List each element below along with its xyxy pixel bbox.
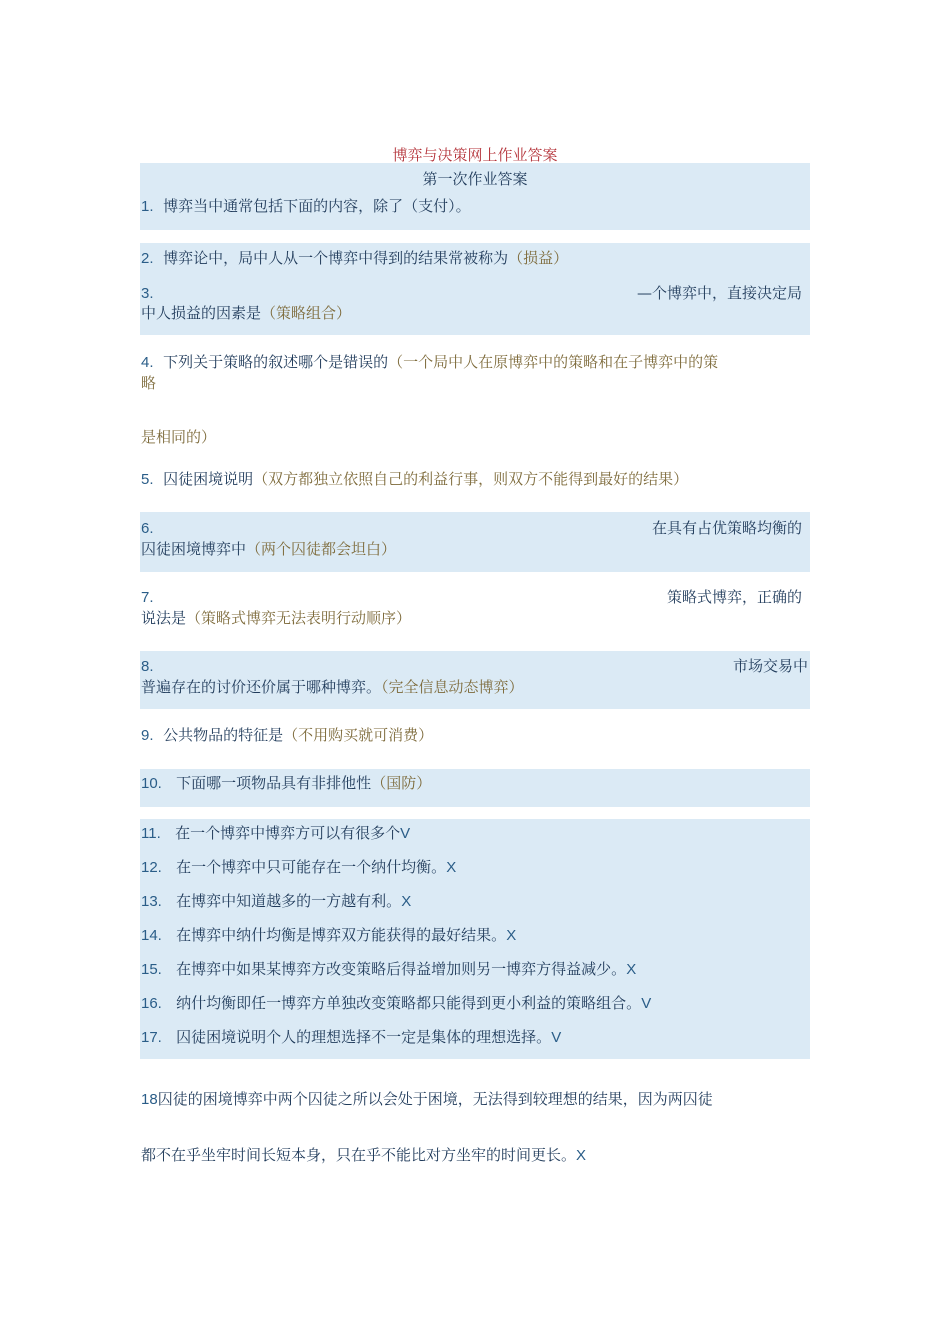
item-number: 10. bbox=[141, 775, 162, 792]
list-item-15 bbox=[141, 959, 636, 980]
list-item-7-question-right: 策略式博弈，正确的 bbox=[666, 588, 802, 606]
item-mark: V bbox=[641, 995, 652, 1012]
item-question: 说法是 bbox=[141, 609, 187, 627]
item-number: 16. bbox=[141, 995, 162, 1012]
item-answer: （策略组合） bbox=[261, 304, 352, 322]
item-question: 普遍存在的讨价还价属于哪种博弈。 bbox=[141, 678, 382, 696]
item-question: 都不在乎坐牢时间长短本身，只在乎不能比对方坐牢的时间更长。 bbox=[141, 1146, 577, 1164]
list-item-6-line2 bbox=[141, 539, 396, 559]
list-item-11 bbox=[141, 823, 410, 844]
item-number: 9. bbox=[141, 727, 154, 744]
item-mark: X bbox=[401, 893, 412, 910]
item-question: 博弈论中，局中人从一个博弈中得到的结果常被称为 bbox=[163, 249, 509, 267]
item-mark: X bbox=[626, 961, 637, 978]
item-question: 囚徒困境说明 bbox=[163, 470, 254, 488]
item-mark: X bbox=[576, 1147, 587, 1164]
list-item-7-number bbox=[141, 587, 154, 608]
list-item-4 bbox=[141, 352, 718, 373]
item-question: 纳什均衡即任一博弈方单独改变策略都只能得到更小利益的策略组合。 bbox=[176, 994, 642, 1012]
list-item-6-question-right: 在具有占优策略均衡的 bbox=[651, 519, 802, 537]
list-item-8-question-right: 市场交易中 bbox=[732, 657, 808, 675]
item-answer: （两个囚徒都会坦白） bbox=[246, 540, 397, 558]
list-item-4-line3: 是相同的） bbox=[141, 428, 217, 446]
item-mark: X bbox=[506, 927, 517, 944]
list-item-2 bbox=[141, 248, 568, 269]
list-item-14 bbox=[141, 925, 516, 946]
document-title: 博弈与决策网上作业答案 bbox=[392, 146, 558, 164]
item-answer: （完全信息动态博弈） bbox=[381, 678, 524, 696]
list-item-8-line2 bbox=[141, 677, 524, 697]
item-question: 囚徒困境说明个人的理想选择不一定是集体的理想选择。 bbox=[176, 1028, 552, 1046]
item-number: 18 bbox=[141, 1091, 158, 1108]
item-number: 6. bbox=[141, 520, 154, 537]
list-item-9 bbox=[141, 725, 433, 746]
item-answer: （策略式博弈无法表明行动顺序） bbox=[186, 609, 412, 627]
item-number: 7. bbox=[141, 589, 154, 606]
list-item-5 bbox=[141, 469, 688, 490]
item-number: 3. bbox=[141, 285, 154, 302]
item-question: 囚徒困境博弈中 bbox=[141, 540, 247, 558]
item-mark: X bbox=[446, 859, 457, 876]
list-item-13 bbox=[141, 891, 411, 912]
list-item-10 bbox=[141, 773, 431, 794]
item-question: 下面哪一项物品具有非排他性 bbox=[176, 774, 372, 792]
item-answer: （双方都独立依照自己的利益行事，则双方不能得到最好的结果） bbox=[253, 470, 689, 488]
item-question: 在博弈中纳什均衡是博弈双方能获得的最好结果。 bbox=[176, 926, 507, 944]
item-number: 12. bbox=[141, 859, 162, 876]
item-number: 8. bbox=[141, 658, 154, 675]
item-number: 13. bbox=[141, 893, 162, 910]
item-answer: （一个局中人在原博弈中的策略和在子博弈中的策 bbox=[388, 353, 719, 371]
item-question: 囚徒的困境博弈中两个囚徒之所以会处于困境，无法得到较理想的结果，因为两囚徒 bbox=[157, 1090, 713, 1108]
item-question: 中人损益的因素是 bbox=[141, 304, 262, 322]
list-item-3-question-right: —个博弈中，直接决定局 bbox=[636, 284, 802, 302]
list-item-17 bbox=[141, 1027, 561, 1048]
list-item-8-number bbox=[141, 656, 154, 677]
list-item-3-number bbox=[141, 283, 154, 304]
item-answer: （损益） bbox=[508, 249, 569, 267]
list-item-1 bbox=[141, 196, 471, 217]
list-item-4-line2: 略 bbox=[141, 374, 157, 392]
item-question: 博弈当中通常包括下面的内容，除了 bbox=[163, 197, 404, 215]
item-question: 公共物品的特征是 bbox=[163, 726, 284, 744]
item-number: 2. bbox=[141, 250, 154, 267]
item-answer: （国防） bbox=[371, 774, 432, 792]
item-number: 1. bbox=[141, 198, 154, 215]
item-question: 在博弈中如果某博弈方改变策略后得益增加则另一博弈方得益减少。 bbox=[176, 960, 627, 978]
item-number: 4. bbox=[141, 354, 154, 371]
item-question: 下列关于策略的叙述哪个是错误的 bbox=[163, 353, 389, 371]
item-number: 17. bbox=[141, 1029, 162, 1046]
list-item-12 bbox=[141, 857, 456, 878]
list-item-3-line2 bbox=[141, 303, 351, 323]
item-question: 在一个博弈中博弈方可以有很多个 bbox=[175, 824, 401, 842]
item-number: 5. bbox=[141, 471, 154, 488]
item-number: 14. bbox=[141, 927, 162, 944]
item-mark: V bbox=[400, 825, 411, 842]
item-answer: （支付）。 bbox=[403, 197, 471, 215]
list-item-7-line2 bbox=[141, 608, 411, 628]
list-item-18-line2 bbox=[141, 1145, 586, 1166]
document-subtitle: 第一次作业答案 bbox=[422, 170, 528, 188]
item-question: 在一个博弈中只可能存在一个纳什均衡。 bbox=[176, 858, 447, 876]
item-number: 11. bbox=[141, 825, 161, 842]
item-question: 在博弈中知道越多的一方越有利。 bbox=[176, 892, 402, 910]
list-item-18 bbox=[141, 1089, 713, 1110]
item-mark: V bbox=[551, 1029, 562, 1046]
list-item-6-number bbox=[141, 518, 154, 539]
item-number: 15. bbox=[141, 961, 162, 978]
item-answer: （不用购买就可消费） bbox=[283, 726, 434, 744]
list-item-16 bbox=[141, 993, 651, 1014]
